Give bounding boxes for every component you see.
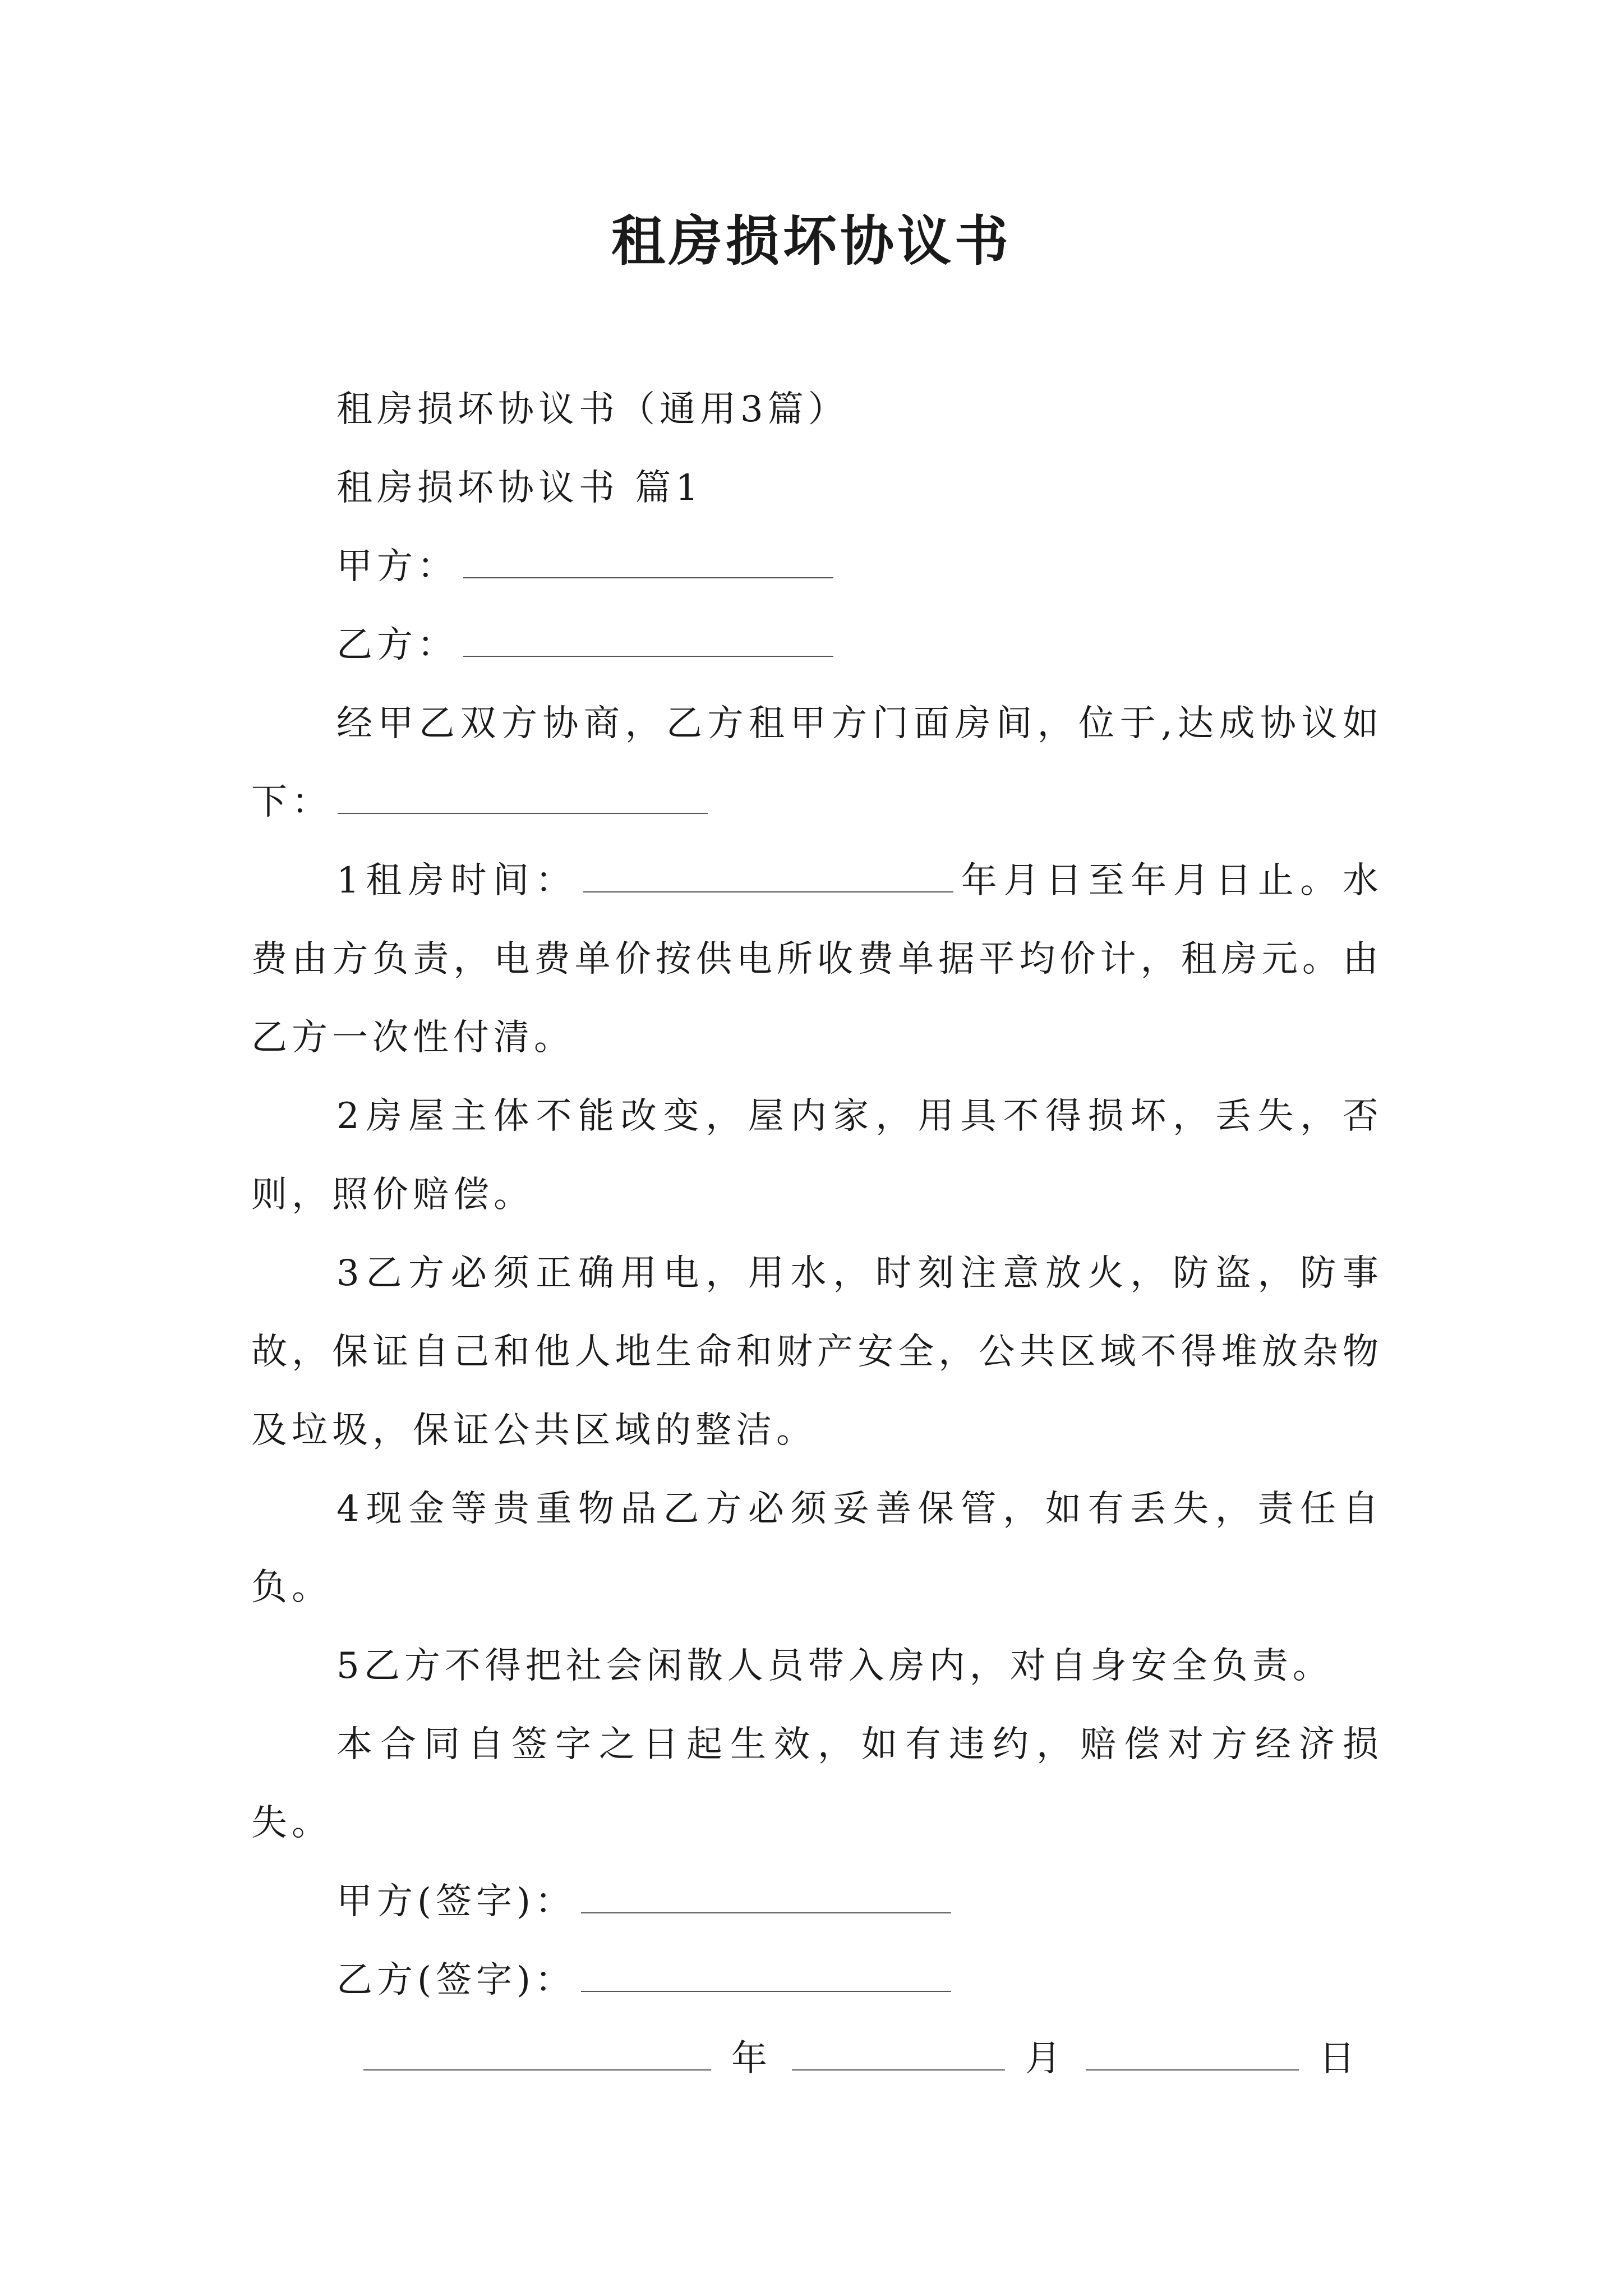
subtitle: 租房损坏协议书（通用3篇） xyxy=(336,389,849,430)
month-blank[interactable] xyxy=(792,2036,1005,2070)
day-blank[interactable] xyxy=(1086,2036,1299,2070)
clause-1 xyxy=(251,841,1383,1077)
clause-5: 5乙方不得把社会闲散人员带入房内，对自身安全负责。 xyxy=(336,1645,1333,1687)
sign-a-line xyxy=(251,1862,1383,1941)
rental-period-blank[interactable] xyxy=(583,858,953,892)
party-a-blank[interactable] xyxy=(463,544,833,578)
month-label: 月 xyxy=(1025,2038,1066,2079)
party-b-label: 乙方： xyxy=(336,624,458,666)
sign-a-label: 甲方(签字)： xyxy=(336,1881,575,1922)
date-line xyxy=(251,2019,1383,2098)
party-a-label: 甲方： xyxy=(336,546,458,587)
intro-paragraph xyxy=(251,684,1383,841)
intro-text: 经甲乙双方协商，乙方租甲方门面房间，位于,达成协议如下： xyxy=(251,703,1383,823)
clause-2: 2房屋主体不能改变，屋内家，用具不得损坏，丢失，否则，照价赔偿。 xyxy=(251,1096,1383,1216)
clause-1-text: 年月日至年月日止。水费由方负责，电费单价按供电所收费单据平均价计，租房元。由乙方一次性付清。 xyxy=(251,860,1384,1059)
effect-clause: 本合同自签字之日起生效，如有违约，赔偿对方经济损失。 xyxy=(251,1724,1383,1844)
intro-blank[interactable] xyxy=(338,779,708,814)
document-body xyxy=(251,370,1383,2098)
party-b-blank[interactable] xyxy=(463,622,833,657)
sign-b-blank[interactable] xyxy=(581,1957,951,1992)
year-blank[interactable] xyxy=(363,2036,711,2070)
sign-b-label: 乙方(签字)： xyxy=(336,1959,575,2001)
year-label: 年 xyxy=(731,2038,772,2079)
clause-4: 4现金等贵重物品乙方必须妥善保管，如有丢失，责任自负。 xyxy=(251,1488,1383,1608)
day-label: 日 xyxy=(1319,2038,1359,2079)
clause-3: 3乙方必须正确用电，用水，时刻注意放火，防盗，防事故，保证自己和他人地生命和财产安全，公共区域不得堆放杂物及垃圾，保证公共区域的整洁。 xyxy=(251,1253,1383,1451)
section-heading: 租房损坏协议书 篇1 xyxy=(336,467,703,509)
clause-1-label: 1租房时间： xyxy=(336,860,578,901)
party-a-line xyxy=(251,527,1383,606)
sign-a-blank[interactable] xyxy=(581,1879,951,1913)
sign-b-line xyxy=(251,1941,1383,2019)
party-b-line xyxy=(251,606,1383,684)
document-title: 租房损坏协议书 xyxy=(611,209,1012,273)
